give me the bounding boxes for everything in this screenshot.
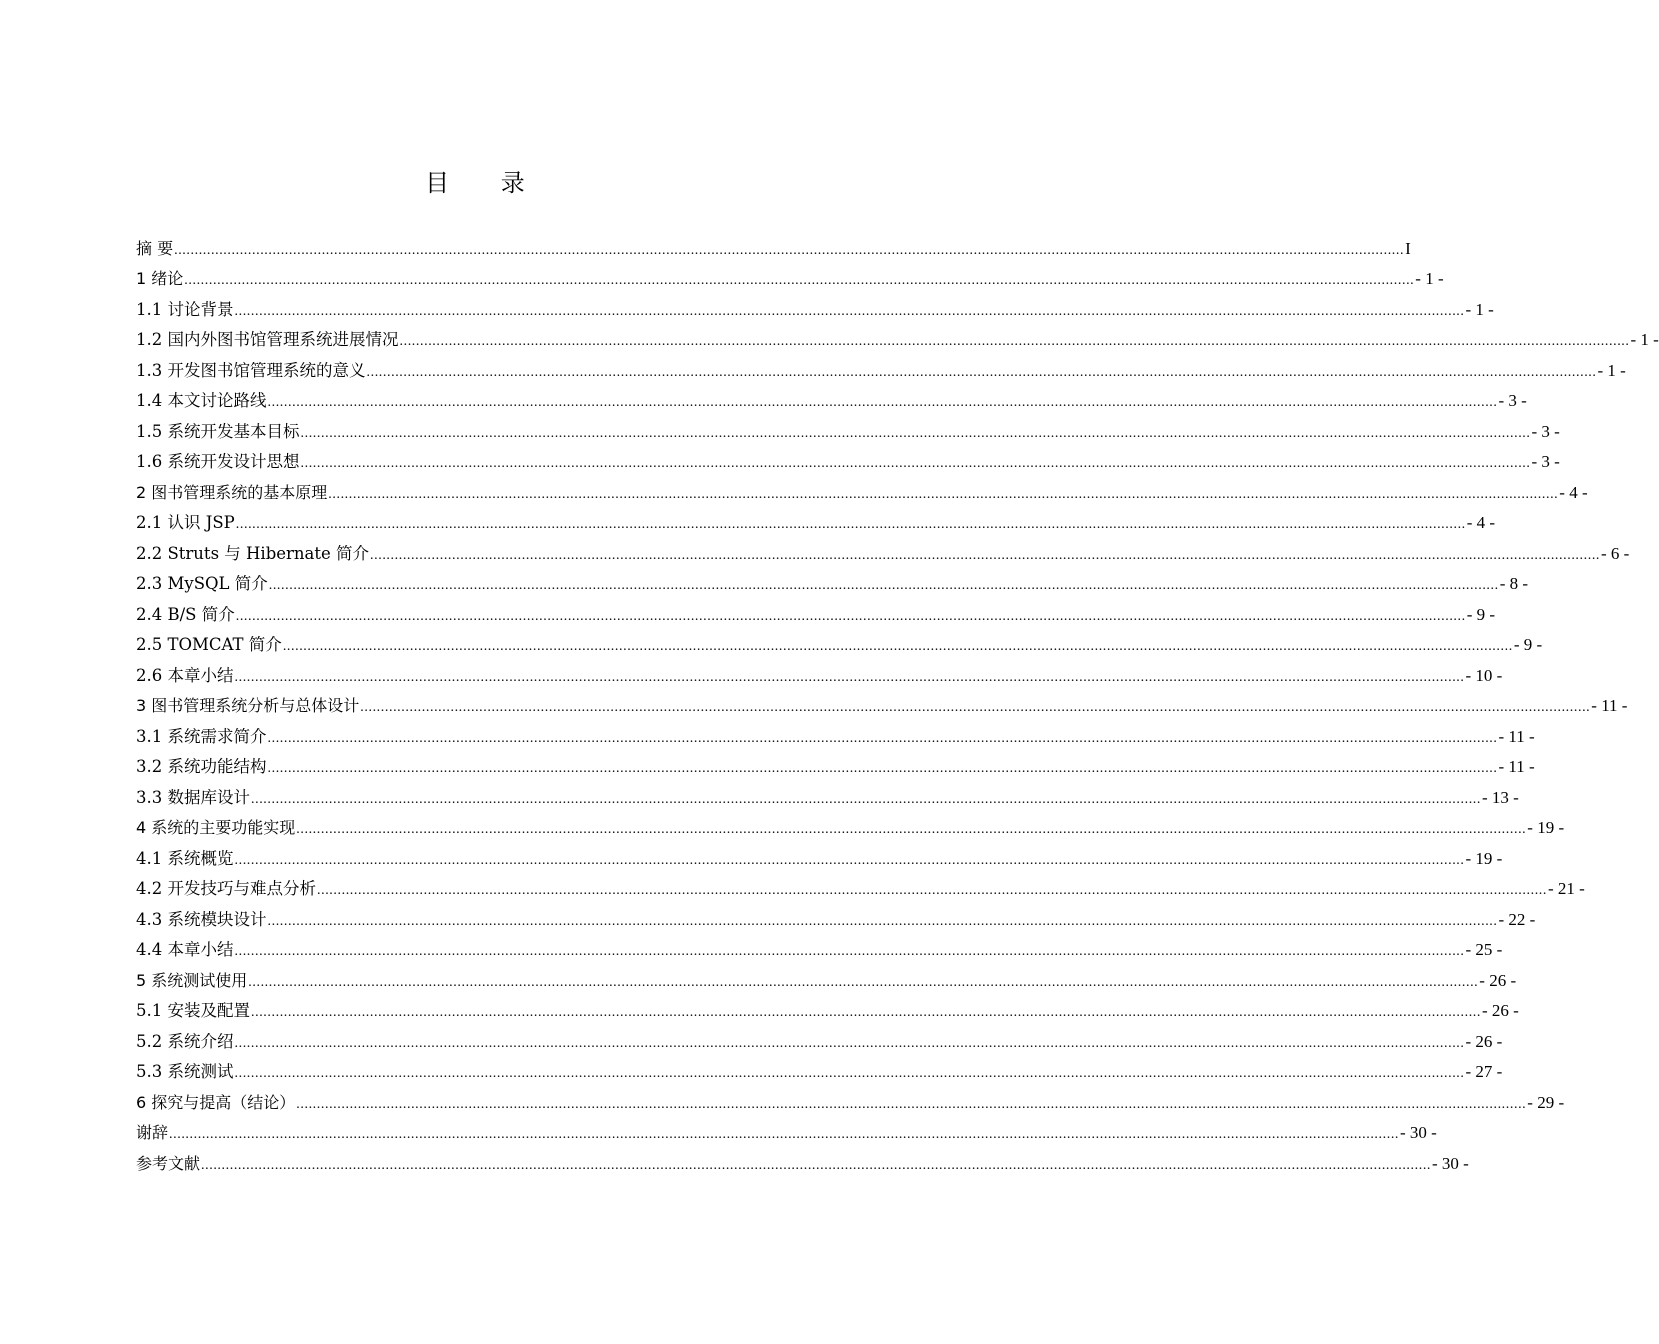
toc-entry-label: 4.3 系统模块设计 [136,909,267,929]
toc-dot-leader: ............................................................................................................................................................................................................................................................................................................ [234,1066,1465,1081]
toc-entry-label: 5.3 系统测试 [136,1062,234,1081]
toc-entry-label: 摘 要 [136,238,174,258]
toc-dot-leader: ............................................................................................................................................................................................................................................................................................................ [296,1096,1527,1112]
toc-dot-leader: ............................................................................................................................................................................................................................................................................................................ [234,944,1465,959]
toc-entry[interactable] [136,381,1527,412]
toc-page-number: - 6 - [1601,543,1630,563]
toc-dot-leader: ............................................................................................................................................................................................................................................................................................................ [234,1035,1465,1051]
toc-entry[interactable] [136,350,1626,381]
toc-page-number: - 11 - [1498,726,1535,746]
toc-page-number: - 1 - [1597,360,1626,380]
toc-page-number: - 11 - [1498,757,1535,776]
toc-dot-leader: ............................................................................................................................................................................................................................................................................................................ [248,974,1479,990]
toc-page-number: - 26 - [1465,1031,1503,1051]
toc-dot-leader: ............................................................................................................................................................................................................................................................................................................ [366,364,1597,380]
toc-page-number: - 4 - [1466,513,1496,532]
toc-dot-leader: ............................................................................................................................................................................................................................................................................................................ [251,1005,1481,1020]
toc-entry-label: 4.2 开发技巧与难点分析 [136,879,316,898]
toc-page-number: - 26 - [1482,1001,1519,1020]
toc-entry[interactable] [136,899,1536,930]
toc-dot-leader: ............................................................................................................................................................................................................................................................................................................ [169,1127,1400,1142]
toc-entry-label: 1.4 本文讨论路线 [136,391,267,410]
toc-dot-leader: ............................................................................................................................................................................................................................................................................................................ [267,395,1498,410]
toc-entry[interactable] [136,442,1560,473]
toc-page-number: - 10 - [1465,665,1503,685]
toc-dot-leader: ............................................................................................................................................................................................................................................................................................................ [267,730,1498,746]
toc-entry-label: 5 系统测试使用 [136,970,248,990]
toc-entry-label: 1.2 国内外图书馆管理系统进展情况 [136,330,399,349]
toc-entry[interactable] [136,320,1659,351]
toc-entry[interactable] [136,1082,1565,1113]
toc-dot-leader: ............................................................................................................................................................................................................................................................................................................ [267,913,1498,929]
toc-page-number: - 22 - [1498,909,1536,929]
toc-entry[interactable] [136,777,1519,808]
toc-dot-leader: ............................................................................................................................................................................................................................................................................................................ [360,700,1591,715]
toc-entry-label: 1.5 系统开发基本目标 [136,421,300,441]
toc-entry[interactable] [136,930,1503,961]
toc-page-number: - 3 - [1531,421,1560,441]
toc-entry[interactable] [136,869,1585,900]
toc-entry[interactable] [136,1052,1503,1083]
toc-dot-leader: ............................................................................................................................................................................................................................................................................................................ [399,334,1630,349]
toc-entry-label: 2.3 MySQL 简介 [136,574,268,593]
toc-page-number: - 3 - [1531,452,1560,471]
toc-entry[interactable] [136,747,1535,778]
toc-entry[interactable] [136,1143,1469,1174]
toc-entry[interactable] [136,1021,1503,1052]
toc-dot-leader: ............................................................................................................................................................................................................................................................................................................ [251,791,1481,807]
toc-entry-label: 3.3 数据库设计 [136,787,250,807]
toc-entry-label: 6 探究与提高（结论） [136,1092,296,1112]
toc-dot-leader: ............................................................................................................................................................................................................................................................................................................ [300,425,1531,441]
toc-entry-label: 3.2 系统功能结构 [136,757,267,776]
toc-title: 目 录 [425,169,547,197]
toc-dot-leader: ............................................................................................................................................................................................................................................................................................................ [234,852,1465,868]
toc-entry[interactable] [136,259,1444,290]
toc-entry[interactable] [136,594,1496,625]
toc-dot-leader: ............................................................................................................................................................................................................................................................................................................ [174,242,1405,258]
toc-page-number: - 4 - [1559,482,1588,502]
toc-entry[interactable] [136,625,1543,656]
toc-dot-leader: ............................................................................................................................................................................................................................................................................................................ [296,822,1527,837]
toc-dot-leader: ............................................................................................................................................................................................................................................................................................................ [235,608,1466,624]
toc-entry[interactable] [136,716,1535,747]
toc-dot-leader: ............................................................................................................................................................................................................................................................................................................ [328,486,1559,502]
toc-entry-label: 2.4 B/S 简介 [136,604,235,624]
toc-page-number: - 11 - [1591,696,1628,715]
toc-dot-leader: ............................................................................................................................................................................................................................................................................................................ [235,517,1466,532]
toc-page-number: - 21 - [1548,879,1585,898]
toc-entry-label: 1 绪论 [136,269,184,288]
toc-entry[interactable] [136,411,1560,442]
toc-page-number: - 1 - [1415,269,1444,288]
toc-entry-label: 4 系统的主要功能实现 [136,818,296,837]
toc-entry-label: 1.1 讨论背景 [136,299,234,319]
toc-dot-leader: ............................................................................................................................................................................................................................................................................................................ [234,303,1465,319]
toc-dot-leader: ............................................................................................................................................................................................................................................................................................................ [268,578,1499,593]
toc-page-number: - 13 - [1482,787,1519,807]
toc-page-number: - 9 - [1466,604,1496,624]
toc-entry[interactable] [136,1113,1437,1144]
toc-page-number: I [1405,238,1411,258]
toc-page-number: - 25 - [1465,940,1503,959]
toc-page-number: - 27 - [1465,1062,1503,1081]
toc-entry[interactable] [136,960,1517,991]
toc-entry-label: 4.1 系统概览 [136,848,234,868]
toc-entry-label: 3.1 系统需求简介 [136,726,267,746]
toc-entry-label: 2.1 认识 JSP [136,513,235,532]
toc-entry-label: 参考文献 [136,1153,201,1173]
toc-entry[interactable] [136,533,1630,564]
toc-entry-label: 4.4 本章小结 [136,940,234,959]
toc-page-number: - 1 - [1465,299,1494,319]
toc-entry-label: 5.1 安装及配置 [136,1001,250,1020]
toc-page-number: - 8 - [1499,574,1529,593]
toc-page-number: - 30 - [1400,1123,1437,1142]
toc-dot-leader: ............................................................................................................................................................................................................................................................................................................ [317,883,1547,898]
toc-page-number: - 29 - [1527,1092,1565,1112]
toc-entry[interactable] [136,655,1503,686]
toc-entry-label: 2 图书管理系统的基本原理 [136,482,328,502]
toc-dot-leader: ............................................................................................................................................................................................................................................................................................................ [201,1157,1432,1173]
toc-dot-leader: ............................................................................................................................................................................................................................................................................................................ [300,456,1531,471]
toc-dot-leader: ............................................................................................................................................................................................................................................................................................................ [267,761,1498,776]
toc-dot-leader: ............................................................................................................................................................................................................................................................................................................ [184,273,1415,288]
toc-page-number: - 9 - [1513,635,1543,654]
toc-page-number: - 3 - [1498,391,1527,410]
toc-entry[interactable] [136,686,1628,717]
toc-entry[interactable] [136,838,1503,869]
toc-entry[interactable] [136,289,1494,320]
toc-entry-label: 2.5 TOMCAT 简介 [136,635,282,654]
toc-page-number: - 1 - [1630,330,1659,349]
toc-page-number: - 30 - [1432,1153,1469,1173]
toc-entry-label: 3 图书管理系统分析与总体设计 [136,696,360,715]
toc-page-number: - 19 - [1527,818,1565,837]
toc-page-number: - 26 - [1479,970,1517,990]
toc-entry-label: 5.2 系统介绍 [136,1031,234,1051]
toc-entry[interactable] [136,991,1519,1022]
toc-page-number: - 19 - [1465,848,1503,868]
toc-entry[interactable] [136,228,1411,259]
toc-dot-leader: ............................................................................................................................................................................................................................................................................................................ [234,669,1465,685]
toc-entry[interactable] [136,472,1588,503]
toc-entry-label: 2.2 Struts 与 Hibernate 简介 [136,543,370,563]
toc-dot-leader: ............................................................................................................................................................................................................................................................................................................ [370,547,1601,563]
toc-entry-label: 1.6 系统开发设计思想 [136,452,300,471]
toc-entry-label: 谢辞 [136,1123,169,1142]
table-of-contents [136,228,1659,1174]
toc-entry[interactable] [136,808,1565,839]
toc-entry-label: 1.3 开发图书馆管理系统的意义 [136,360,366,380]
toc-entry-label: 2.6 本章小结 [136,665,234,685]
toc-dot-leader: ............................................................................................................................................................................................................................................................................................................ [282,639,1513,654]
toc-entry[interactable] [136,503,1496,534]
toc-entry[interactable] [136,564,1529,595]
